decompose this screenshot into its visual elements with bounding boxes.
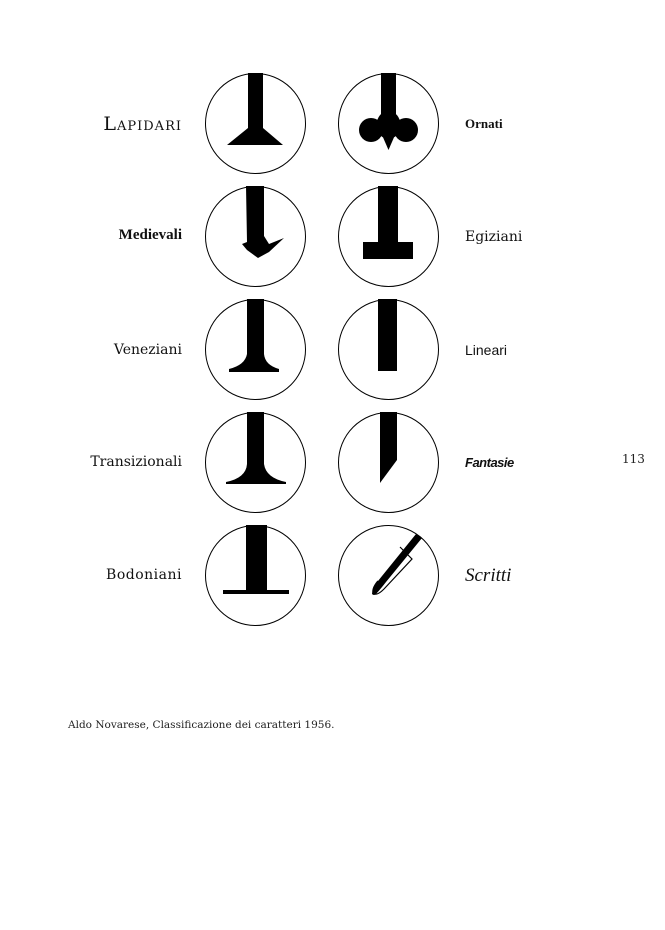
veneziani-serif-diagram (205, 299, 306, 400)
label-fantasie: Fantasie (465, 455, 514, 470)
scritti-serif-diagram (338, 525, 439, 626)
ornati-serif-diagram (338, 73, 439, 174)
label-lineari: Lineari (465, 342, 508, 358)
label-scritti: Scritti (465, 565, 512, 586)
egiziani-serif-diagram (338, 186, 439, 287)
figure-caption: Aldo Novarese, Classificazione dei caratteri 1956. (68, 719, 335, 731)
lapidari-serif-diagram (205, 73, 306, 174)
label-lapidari: Lapidari (103, 113, 182, 135)
bodoniani-serif-diagram (205, 525, 306, 626)
fantasie-serif-diagram (338, 412, 439, 513)
medievali-serif-diagram (205, 186, 306, 287)
label-ornati: Ornati (465, 116, 503, 131)
label-egiziani: Egiziani (465, 229, 523, 245)
label-medievali: Medievali (118, 227, 182, 243)
label-bodoniani: Bodoniani (106, 567, 182, 583)
label-transizionali: Transizionali (90, 454, 182, 470)
label-veneziani: Veneziani (113, 342, 182, 358)
page-number: 113 (622, 452, 645, 466)
transizionali-serif-diagram (205, 412, 306, 513)
lineari-serif-diagram (338, 299, 439, 400)
